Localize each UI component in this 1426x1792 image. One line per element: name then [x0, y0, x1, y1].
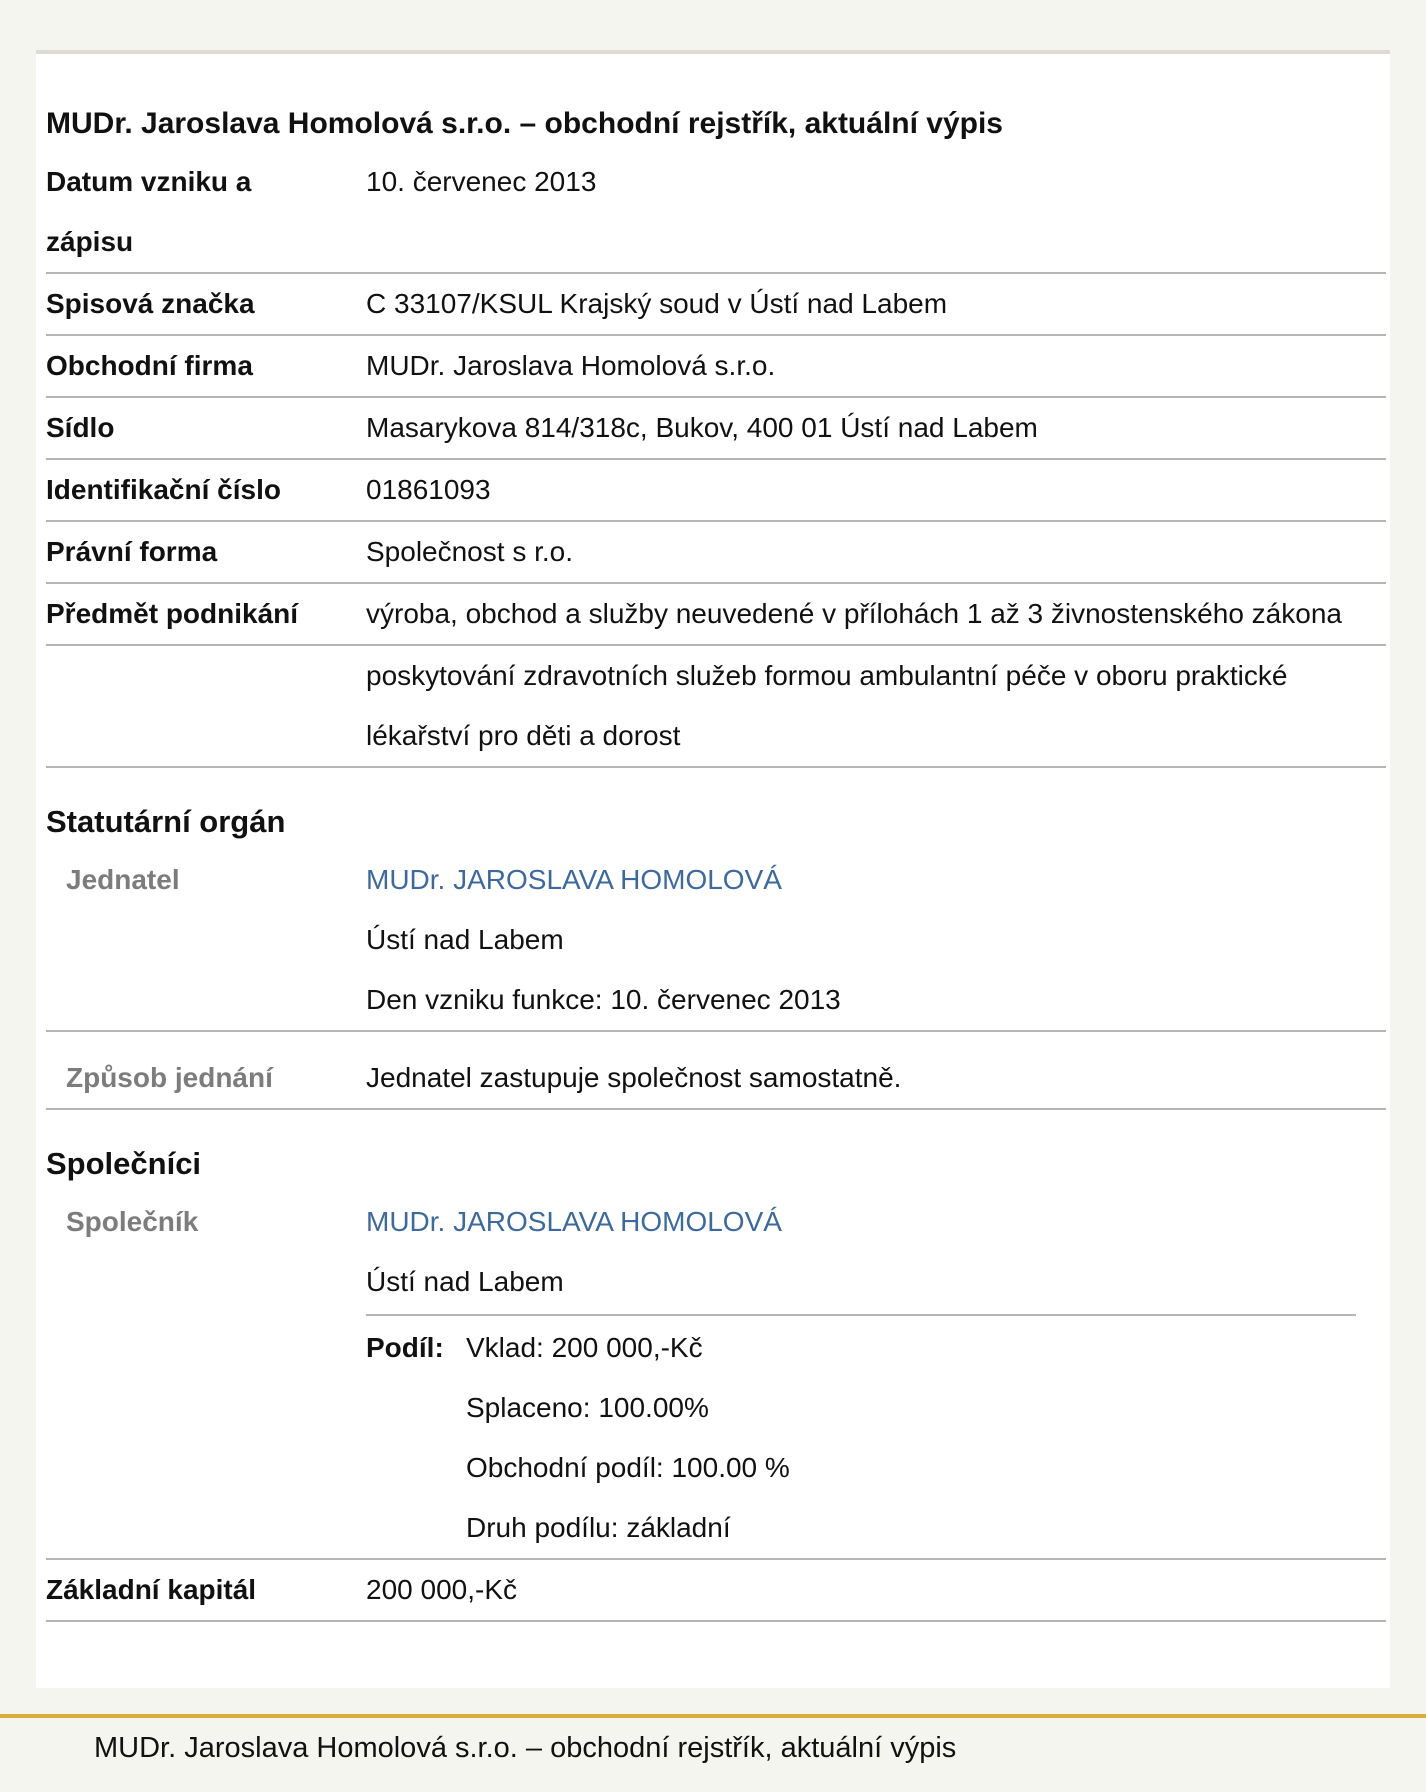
row-predmet-podnikani [46, 584, 1386, 646]
row-ico [46, 460, 1386, 522]
jednatel-since: Den vzniku funkce: 10. červenec 2013 [366, 984, 841, 1015]
row-value: 10. červenec 2013 [366, 166, 597, 197]
row-label [46, 646, 366, 766]
row-label: Právní forma [46, 536, 218, 567]
row-zakladni-kapital [46, 1560, 1386, 1622]
podil-druh: Druh podílu: základní [466, 1512, 731, 1543]
section-statutarni-organ: Statutární orgán [46, 804, 286, 839]
podil-block [366, 1314, 1356, 1558]
podil-values [466, 1318, 790, 1558]
row-value: výroba, obchod a služby neuvedené v přílohách 1 až 3 živnostenského zákona [366, 598, 1342, 629]
register-content [46, 96, 1386, 1622]
row-spisova-znacka [46, 274, 1386, 336]
row-label: Obchodní firma [46, 350, 253, 381]
row-predmet-podnikani-2 [46, 646, 1386, 768]
row-value: 200 000,-Kč [366, 1574, 517, 1605]
podil-splaceno: Splaceno: 100.00% [466, 1392, 709, 1423]
spolecnik-label: Společník [66, 1206, 199, 1237]
jednatel-name-link[interactable]: MUDr. JAROSLAVA HOMOLOVÁ [366, 864, 782, 895]
datum-label: Datum vzniku a zápisu [46, 166, 252, 257]
row-sidlo [46, 398, 1386, 460]
row-spolecnik [46, 1192, 1386, 1560]
spolecnik-name-link[interactable]: MUDr. JAROSLAVA HOMOLOVÁ [366, 1206, 782, 1237]
row-value: Masarykova 814/318c, Bukov, 400 01 Ústí nad Labem [366, 412, 1038, 443]
row-label: Identifikační číslo [46, 474, 281, 505]
row-value: poskytování zdravotních služeb formou ambulantní péče v oboru praktické lékařství pro děti a dorost [366, 660, 1288, 751]
section-spolecnici: Společníci [46, 1146, 202, 1181]
footer-title: MUDr. Jaroslava Homolová s.r.o. – obchodní rejstřík, aktuální výpis [94, 1732, 957, 1764]
row-label: Sídlo [46, 412, 115, 443]
row-jednatel [46, 850, 1386, 1032]
jednatel-city: Ústí nad Labem [366, 924, 564, 955]
jednatel-label: Jednatel [66, 864, 180, 895]
row-label: Základní kapitál [46, 1574, 257, 1605]
register-card [36, 50, 1390, 1688]
row-value: 01861093 [366, 474, 491, 505]
row-zpusob-jednani [46, 1032, 1386, 1110]
zpusob-label: Způsob jednání [66, 1062, 273, 1093]
row-value: C 33107/KSUL Krajský soud v Ústí nad Labem [366, 288, 948, 319]
row-label: Předmět podnikání [46, 598, 299, 629]
zpusob-value: Jednatel zastupuje společnost samostatně. [366, 1062, 902, 1093]
row-obchodni-firma [46, 336, 1386, 398]
row-pravni-forma [46, 522, 1386, 584]
spolecnik-city: Ústí nad Labem [366, 1266, 564, 1297]
page-title: MUDr. Jaroslava Homolová s.r.o. – obchodní rejstřík, aktuální výpis [46, 107, 1003, 140]
row-label [46, 152, 366, 272]
footer-bar [0, 1714, 1426, 1792]
jednatel-details [366, 850, 1386, 1030]
row-value: Společnost s r.o. [366, 536, 574, 567]
podil-obchodni: Obchodní podíl: 100.00 % [466, 1452, 790, 1483]
podil-vklad: Vklad: 200 000,-Kč [466, 1332, 703, 1363]
row-datum-vzniku [46, 152, 1386, 274]
podil-label: Podíl: [366, 1332, 444, 1363]
row-value: MUDr. Jaroslava Homolová s.r.o. [366, 350, 776, 381]
row-label: Spisová značka [46, 288, 255, 319]
spolecnik-details [366, 1192, 1386, 1558]
